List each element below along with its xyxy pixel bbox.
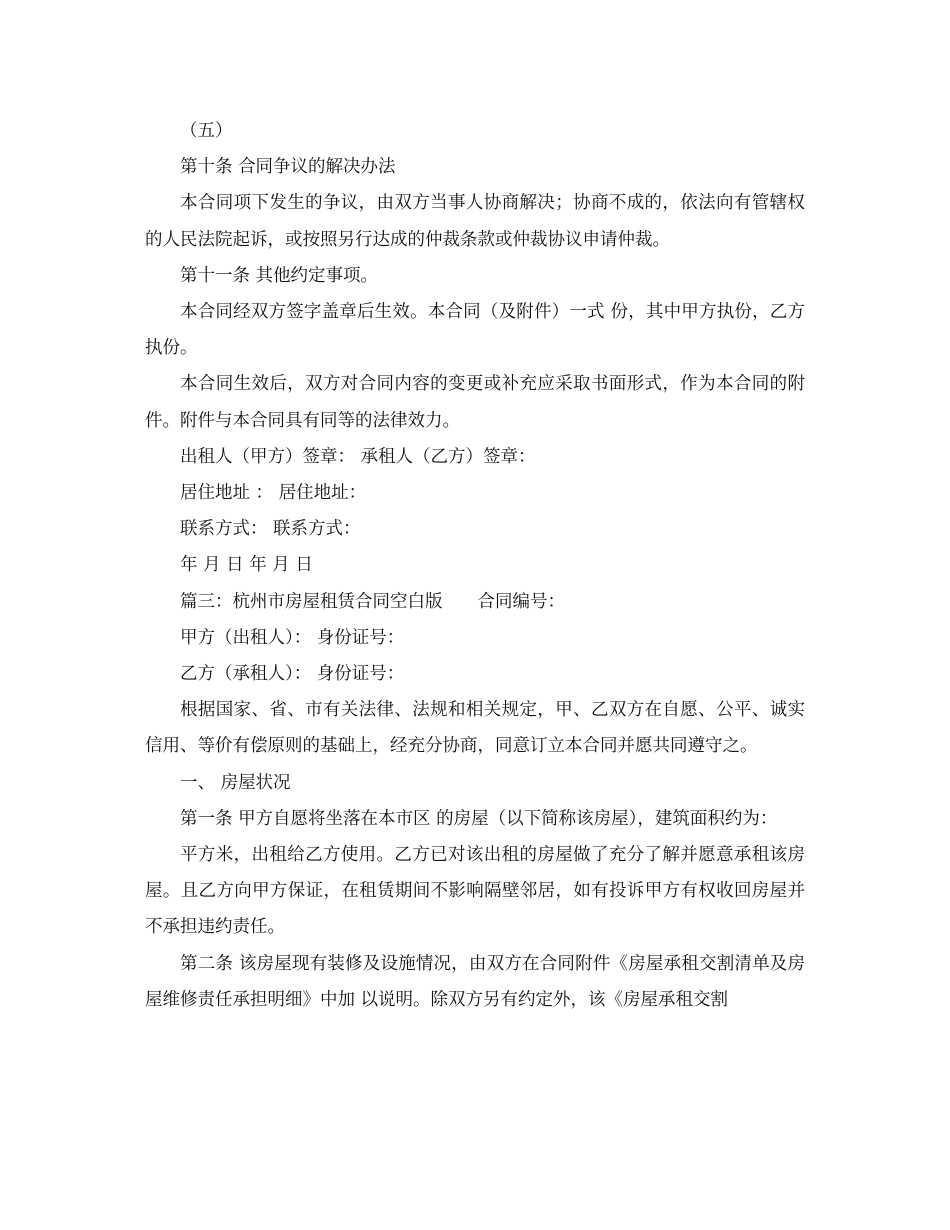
paragraph-date: 年 月 日 年 月 日 <box>180 555 313 576</box>
paragraph-article-one: 第一条 甲方自愿将坐落在本市区 的房屋（以下简称该房屋），建筑面积约为： <box>180 808 778 829</box>
paragraph-amendments: 本合同生效后，双方对合同内容的变更或补充应采取书面形式，作为本合同的附件。附件与本合同具有同等的法律效力。 <box>145 374 805 431</box>
paragraph-section-five: （五） <box>180 121 233 141</box>
paragraph-dispute-resolution: 本合同项下发生的争议，由双方当事人协商解决；协商不成的，依法向有管辖权的人民法院起诉，或按照另行达成的仲裁条款或仲裁协议申请仲裁。 <box>145 193 805 250</box>
paragraph-address: 居住地址 ： 居住地址： <box>180 483 367 504</box>
paragraph-party-b: 乙方（承租人）： 身份证号： <box>180 664 405 685</box>
paragraph-preamble: 根据国家、省、市有关法律、法规和相关规定，甲、乙双方在自愿、公平、诚实信用、等价有偿原则的基础上，经充分协商，同意订立本合同并愿共同遵守之。 <box>145 700 805 757</box>
paragraph-part-three-title: 篇三：杭州市房屋租赁合同空白版 合同编号： <box>180 591 565 612</box>
paragraph-article-two: 第二条 该房屋现有装修及设施情况，由双方在合同附件《房屋承租交割清单及房屋维修责任承担明细》中加 以说明。除双方另有约定外，该《房屋承租交割 <box>145 953 805 1010</box>
paragraph-party-a: 甲方（出租人）： 身份证号： <box>180 627 405 648</box>
paragraph-house-status-heading: 一、 房屋状况 <box>180 772 291 793</box>
paragraph-contact: 联系方式： 联系方式： <box>180 519 361 540</box>
paragraph-area-lease: 平方米，出租给乙方使用。乙方已对该出租的房屋做了充分了解并愿意承租该房屋。且乙方向甲方保证，在租赁期间不影响隔壁邻居，如有投诉甲方有权收回房屋并不承担违约责任。 <box>145 845 805 938</box>
paragraph-article-eleven-heading: 第十一条 其他约定事项。 <box>180 265 379 286</box>
paragraph-copies: 本合同经双方签字盖章后生效。本合同（及附件）一式 份，其中甲方执份，乙方执份。 <box>145 302 805 359</box>
paragraph-article-ten-heading: 第十条 合同争议的解决办法 <box>180 157 396 178</box>
document-body <box>145 113 805 1018</box>
paragraph-signatures: 出租人（甲方）签章： 承租人（乙方）签章： <box>180 446 536 467</box>
